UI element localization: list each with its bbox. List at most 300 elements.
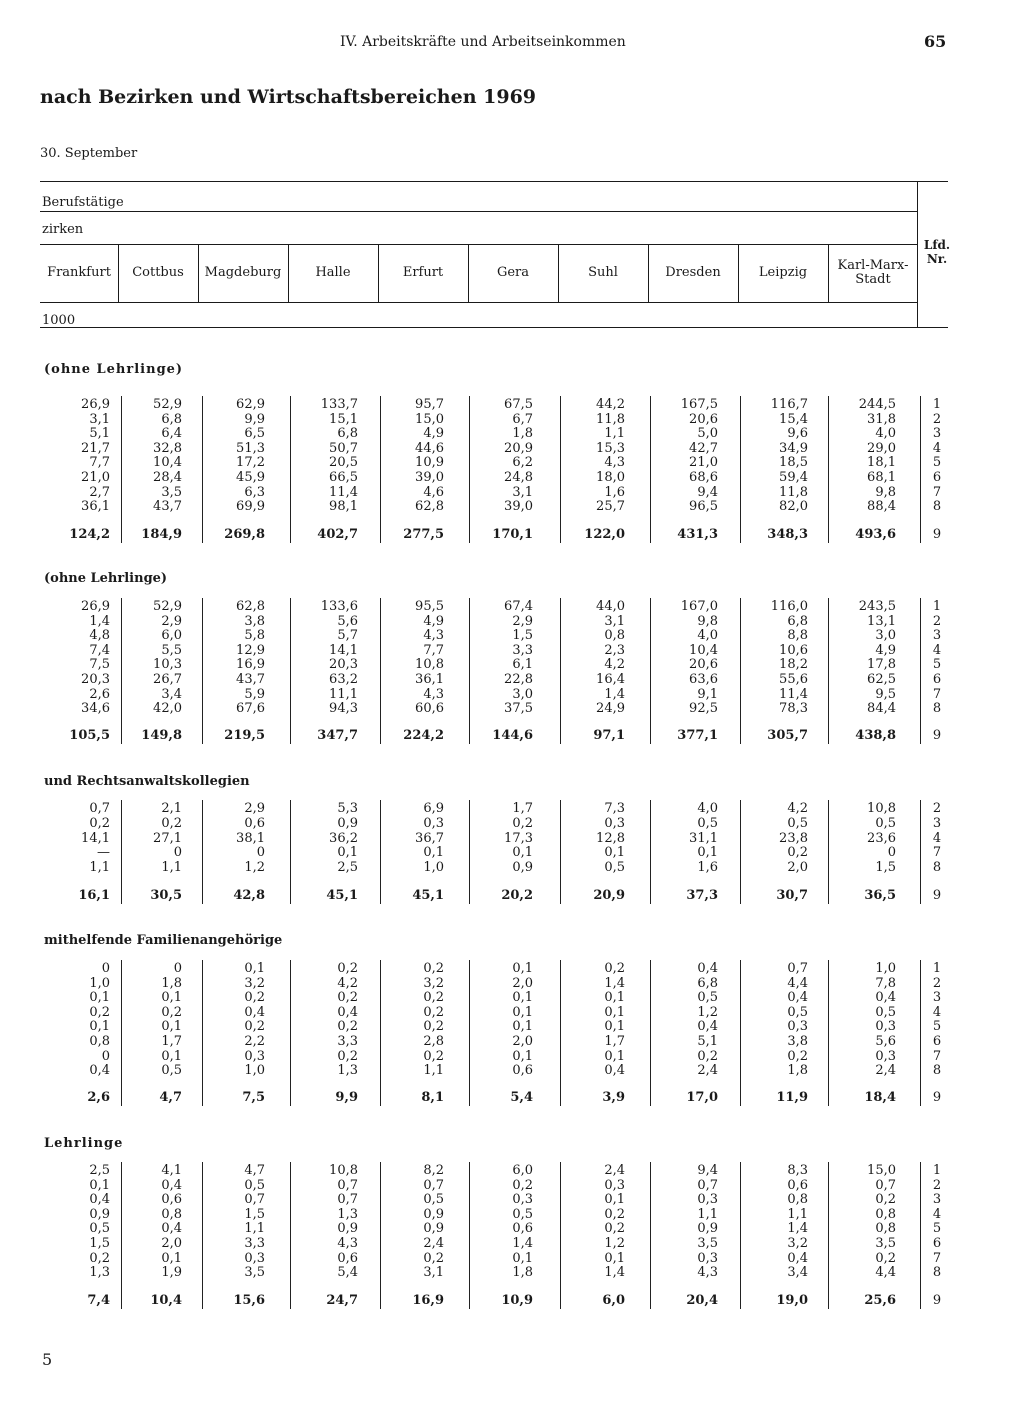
table-cell: 25,7 — [596, 499, 625, 515]
table-cell: 0,1 — [697, 845, 718, 861]
total-cell: 10,9 — [501, 1293, 533, 1308]
table-cell: 20,5 — [329, 455, 358, 471]
table-cell: 5,1 — [697, 1034, 718, 1049]
table-cell: 39,0 — [415, 470, 444, 485]
table-cell: 6,7 — [512, 411, 533, 427]
table-cell: 116,7 — [770, 397, 808, 412]
table-cell: 1,8 — [512, 426, 533, 442]
table-cell: 0,2 — [423, 1004, 444, 1020]
table-cell: 21,0 — [81, 470, 110, 485]
table-cell: 0,7 — [337, 1192, 358, 1208]
table-cell: 0,7 — [787, 961, 808, 976]
total-cell: 2,6 — [87, 1090, 110, 1105]
table-cell: 0,1 — [161, 1250, 182, 1266]
table-cell: 67,6 — [236, 701, 265, 717]
table-cell: 13,1 — [867, 613, 896, 629]
table-cell: 3,3 — [244, 1236, 265, 1251]
table-cell: 42,0 — [153, 701, 182, 717]
table-cell: 2,9 — [512, 613, 533, 629]
column-separator — [290, 800, 291, 904]
table-cell: 0,8 — [875, 1206, 896, 1222]
table-cell: — — [97, 845, 110, 861]
table-cell: 2,4 — [875, 1063, 896, 1079]
table-cell: 0 — [256, 845, 265, 861]
table-cell: 5,3 — [337, 801, 358, 816]
table-cell: 0,3 — [875, 1019, 896, 1035]
table-cell: 3,1 — [512, 484, 533, 500]
table-cell: 0,1 — [512, 845, 533, 861]
table-cell: 27,1 — [153, 830, 182, 846]
table-cell: 244,5 — [858, 397, 896, 412]
row-number: 3 — [932, 815, 942, 831]
table-cell: 9,5 — [875, 686, 896, 702]
table-cell: 0,1 — [604, 845, 625, 861]
table-cell: 4,4 — [875, 1265, 896, 1281]
table-cell: 2,6 — [89, 686, 110, 702]
table-cell: 21,7 — [81, 440, 110, 456]
table-cell: 17,8 — [867, 657, 896, 673]
total-cell: 377,1 — [677, 728, 718, 743]
table-cell: 1,5 — [89, 1236, 110, 1251]
table-cell: 17,2 — [236, 455, 265, 471]
table-cell: 7,8 — [875, 975, 896, 991]
table-cell: 6,0 — [161, 628, 182, 644]
column-separator — [290, 396, 291, 543]
table-cell: 0,1 — [512, 1048, 533, 1064]
table-cell: 2,4 — [423, 1236, 444, 1251]
header-rule-4 — [40, 302, 918, 303]
table-cell: 1,6 — [697, 860, 718, 876]
total-cell: 105,5 — [69, 728, 110, 743]
column-separator — [828, 598, 829, 744]
table-cell: 0,2 — [244, 990, 265, 1006]
table-cell: 0,4 — [875, 990, 896, 1006]
section-title: mithelfende Familienangehörige — [44, 933, 283, 948]
column-separator — [290, 598, 291, 744]
table-cell: 0,2 — [337, 990, 358, 1006]
table-cell: 0,4 — [161, 1177, 182, 1193]
table-cell: 1,1 — [161, 860, 182, 876]
column-header: Suhl — [588, 265, 618, 280]
table-cell: 3,1 — [423, 1265, 444, 1281]
table-cell: 1,2 — [697, 1004, 718, 1020]
table-cell: 0,1 — [89, 1177, 110, 1193]
total-cell: 184,9 — [141, 527, 182, 542]
table-cell: 4,0 — [875, 426, 896, 442]
table-cell: 1,1 — [89, 860, 110, 876]
table-cell: 11,8 — [596, 411, 625, 427]
row-number: 2 — [932, 613, 942, 629]
row-number: 1 — [932, 1163, 942, 1178]
table-cell: 4,9 — [423, 426, 444, 442]
table-cell: 20,9 — [504, 440, 533, 456]
total-cell: 16,9 — [412, 1293, 444, 1308]
table-cell: 10,4 — [689, 642, 718, 658]
table-cell: 0,5 — [244, 1177, 265, 1193]
table-cell: 9,8 — [875, 484, 896, 500]
table-cell: 0 — [887, 845, 896, 861]
table-cell: 3,5 — [161, 484, 182, 500]
total-cell: 224,2 — [403, 728, 444, 743]
table-cell: 3,2 — [244, 975, 265, 991]
total-cell: 20,2 — [501, 888, 533, 903]
table-cell: 0,6 — [787, 1177, 808, 1193]
table-cell: 37,5 — [504, 701, 533, 717]
table-cell: 24,9 — [596, 701, 625, 717]
table-cell: 11,4 — [329, 484, 358, 500]
column-separator — [828, 396, 829, 543]
table-cell: 167,0 — [680, 599, 718, 614]
table-cell: 36,2 — [329, 830, 358, 846]
table-cell: 69,9 — [236, 499, 265, 515]
table-cell: 45,9 — [236, 470, 265, 485]
row-number: 6 — [932, 672, 942, 687]
table-cell: 10,8 — [867, 801, 896, 816]
row-number: 8 — [932, 860, 942, 876]
row-number: 6 — [932, 1236, 942, 1251]
column-separator — [469, 1162, 470, 1309]
table-cell: 3,1 — [604, 613, 625, 629]
table-cell: 6,9 — [423, 801, 444, 816]
table-cell: 2,0 — [512, 975, 533, 991]
table-cell: 6,5 — [244, 426, 265, 442]
table-cell: 0,5 — [512, 1206, 533, 1222]
table-cell: 0,7 — [423, 1177, 444, 1193]
lfd-nr-header: Lfd. Nr. — [923, 238, 951, 266]
table-cell: 92,5 — [689, 701, 718, 717]
table-cell: 4,0 — [697, 628, 718, 644]
table-cell: 0,5 — [604, 860, 625, 876]
table-cell: 6,3 — [244, 484, 265, 500]
table-cell: 0 — [101, 961, 110, 976]
column-separator — [828, 800, 829, 904]
table-cell: 8,3 — [787, 1163, 808, 1178]
table-cell: 67,5 — [504, 397, 533, 412]
table-cell: 68,6 — [689, 470, 718, 485]
table-cell: 34,6 — [81, 701, 110, 717]
table-cell: 5,4 — [337, 1265, 358, 1281]
table-cell: 0,8 — [875, 1221, 896, 1237]
row-number: 5 — [932, 1221, 942, 1237]
table-cell: 1,8 — [512, 1265, 533, 1281]
column-separator — [920, 396, 921, 543]
table-cell: 3,4 — [787, 1265, 808, 1281]
table-cell: 0,1 — [89, 990, 110, 1006]
total-cell: 30,5 — [150, 888, 182, 903]
table-cell: 3,2 — [423, 975, 444, 991]
table-cell: 5,5 — [161, 642, 182, 658]
column-separator — [650, 960, 651, 1106]
table-cell: 2,1 — [161, 801, 182, 816]
column-separator — [202, 1162, 203, 1309]
table-cell: 1,4 — [512, 1236, 533, 1251]
table-cell: 0,3 — [875, 1048, 896, 1064]
table-cell: 6,8 — [697, 975, 718, 991]
table-cell: 1,4 — [604, 975, 625, 991]
table-cell: 59,4 — [779, 470, 808, 485]
table-cell: 1,0 — [244, 1063, 265, 1079]
table-cell: 10,8 — [415, 657, 444, 673]
table-cell: 5,0 — [697, 426, 718, 442]
table-cell: 12,8 — [596, 830, 625, 846]
total-cell: 348,3 — [767, 527, 808, 542]
table-cell: 2,5 — [337, 860, 358, 876]
table-cell: 5,1 — [89, 426, 110, 442]
table-cell: 31,1 — [689, 830, 718, 846]
table-cell: 5,9 — [244, 686, 265, 702]
table-cell: 0,1 — [161, 990, 182, 1006]
table-cell: 68,1 — [867, 470, 896, 485]
table-cell: 21,0 — [689, 455, 718, 471]
table-cell: 10,4 — [153, 455, 182, 471]
table-cell: 95,5 — [415, 599, 444, 614]
column-separator — [920, 960, 921, 1106]
total-cell: 10,4 — [150, 1293, 182, 1308]
table-cell: 0,9 — [423, 1206, 444, 1222]
table-cell: 18,1 — [867, 455, 896, 471]
table-cell: 0,7 — [89, 801, 110, 816]
table-cell: 9,4 — [697, 1163, 718, 1178]
row-number: 2 — [932, 801, 942, 816]
header-rule-2 — [40, 211, 918, 212]
table-cell: 6,1 — [512, 657, 533, 673]
total-cell: 97,1 — [593, 728, 625, 743]
table-cell: 9,6 — [787, 426, 808, 442]
table-cell: 1,3 — [89, 1265, 110, 1281]
table-cell: 1,4 — [89, 613, 110, 629]
column-separator — [740, 1162, 741, 1309]
table-cell: 0,2 — [89, 815, 110, 831]
table-cell: 0,2 — [423, 1250, 444, 1266]
table-cell: 7,7 — [89, 455, 110, 471]
table-cell: 6,4 — [161, 426, 182, 442]
row-number-total: 9 — [932, 527, 942, 542]
table-cell: 44,0 — [596, 599, 625, 614]
table-cell: 15,1 — [329, 411, 358, 427]
table-cell: 0,2 — [697, 1048, 718, 1064]
table-cell: 66,5 — [329, 470, 358, 485]
table-cell: 2,5 — [89, 1163, 110, 1178]
table-cell: 0,3 — [697, 1250, 718, 1266]
table-cell: 1,5 — [875, 860, 896, 876]
column-header: Gera — [496, 265, 530, 280]
table-cell: 18,5 — [779, 455, 808, 471]
total-cell: 347,7 — [317, 728, 358, 743]
row-number: 4 — [932, 1206, 942, 1222]
row-number: 8 — [932, 1265, 942, 1281]
table-cell: 78,3 — [779, 701, 808, 717]
section-title: (ohne Lehrlinge) — [44, 362, 184, 377]
total-cell: 3,9 — [602, 1090, 625, 1105]
table-cell: 6,8 — [337, 426, 358, 442]
table-cell: 9,9 — [244, 411, 265, 427]
table-cell: 0,3 — [787, 1019, 808, 1035]
column-separator — [828, 960, 829, 1106]
table-cell: 43,7 — [236, 672, 265, 687]
table-cell: 0,1 — [604, 1048, 625, 1064]
table-cell: 2,4 — [697, 1063, 718, 1079]
table-cell: 0,2 — [604, 1221, 625, 1237]
table-cell: 11,8 — [779, 484, 808, 500]
row-number: 3 — [932, 990, 942, 1006]
row-number: 3 — [932, 1192, 942, 1208]
total-cell: 36,5 — [864, 888, 896, 903]
total-cell: 20,4 — [686, 1293, 718, 1308]
table-cell: 20,6 — [689, 411, 718, 427]
table-cell: 1,4 — [604, 686, 625, 702]
table-cell: 26,9 — [81, 397, 110, 412]
row-number: 4 — [932, 440, 942, 456]
table-cell: 11,4 — [779, 686, 808, 702]
table-cell: 1,0 — [875, 961, 896, 976]
total-cell: 7,4 — [87, 1293, 110, 1308]
row-number: 5 — [932, 455, 942, 471]
column-separator — [202, 800, 203, 904]
table-cell: 2,0 — [787, 860, 808, 876]
column-separator — [380, 1162, 381, 1309]
table-cell: 4,0 — [697, 801, 718, 816]
row-number: 1 — [932, 961, 942, 976]
table-cell: 14,1 — [81, 830, 110, 846]
section-title: (ohne Lehrlinge) — [44, 571, 168, 586]
total-cell: 305,7 — [767, 728, 808, 743]
row-number: 8 — [932, 701, 942, 717]
table-cell: 8,8 — [787, 628, 808, 644]
total-cell: 45,1 — [412, 888, 444, 903]
column-separator — [380, 800, 381, 904]
row-number: 7 — [932, 686, 942, 702]
row-number: 8 — [932, 1063, 942, 1079]
total-cell: 170,1 — [492, 527, 533, 542]
table-cell: 0,2 — [423, 1048, 444, 1064]
table-cell: 0,4 — [244, 1004, 265, 1020]
column-header: Dresden — [665, 265, 721, 280]
table-cell: 3,1 — [89, 411, 110, 427]
column-separator — [380, 960, 381, 1106]
table-cell: 3,5 — [697, 1236, 718, 1251]
table-cell: 0,1 — [512, 1250, 533, 1266]
total-cell: 402,7 — [317, 527, 358, 542]
table-cell: 39,0 — [504, 499, 533, 515]
column-separator — [469, 598, 470, 744]
column-separator — [650, 800, 651, 904]
table-cell: 16,9 — [236, 657, 265, 673]
table-cell: 4,3 — [337, 1236, 358, 1251]
table-cell: 98,1 — [329, 499, 358, 515]
table-cell: 1,2 — [244, 860, 265, 876]
table-cell: 1,1 — [604, 426, 625, 442]
column-separator — [650, 1162, 651, 1309]
table-cell: 24,8 — [504, 470, 533, 485]
table-cell: 0,9 — [337, 1221, 358, 1237]
row-number-total: 9 — [932, 1090, 942, 1105]
total-cell: 438,8 — [855, 728, 896, 743]
table-cell: 0 — [173, 845, 182, 861]
table-cell: 15,3 — [596, 440, 625, 456]
table-cell: 0,2 — [423, 990, 444, 1006]
table-cell: 9,8 — [697, 613, 718, 629]
table-cell: 62,8 — [236, 599, 265, 614]
table-cell: 0,2 — [512, 1177, 533, 1193]
table-cell: 2,0 — [161, 1236, 182, 1251]
table-cell: 36,7 — [415, 830, 444, 846]
table-cell: 10,6 — [779, 642, 808, 658]
table-cell: 4,9 — [875, 642, 896, 658]
column-separator — [202, 396, 203, 543]
table-cell: 0,9 — [423, 1221, 444, 1237]
row-number: 2 — [932, 975, 942, 991]
column-separator — [920, 800, 921, 904]
section-title: und Rechtsanwaltskollegien — [44, 774, 250, 789]
column-header: Frankfurt — [47, 265, 111, 280]
table-cell: 2,4 — [604, 1163, 625, 1178]
table-cell: 23,8 — [779, 830, 808, 846]
table-cell: 9,1 — [697, 686, 718, 702]
table-cell: 0,9 — [89, 1206, 110, 1222]
total-cell: 11,9 — [776, 1090, 808, 1105]
table-cell: 4,4 — [787, 975, 808, 991]
table-cell: 20,6 — [689, 657, 718, 673]
table-cell: 0,7 — [697, 1177, 718, 1193]
table-cell: 0,6 — [337, 1250, 358, 1266]
table-cell: 0,9 — [337, 815, 358, 831]
table-cell: 1,8 — [161, 975, 182, 991]
table-cell: 26,9 — [81, 599, 110, 614]
column-header: Leipzig — [758, 265, 808, 280]
row-number: 2 — [932, 411, 942, 427]
table-cell: 0,2 — [512, 815, 533, 831]
table-cell: 10,3 — [153, 657, 182, 673]
table-cell: 0,1 — [512, 961, 533, 976]
table-cell: 67,4 — [504, 599, 533, 614]
table-cell: 18,2 — [779, 657, 808, 673]
row-number-total: 9 — [932, 728, 942, 743]
section-title: Lehrlinge — [44, 1136, 124, 1151]
table-cell: 0,4 — [697, 961, 718, 976]
total-cell: 16,1 — [78, 888, 110, 903]
row-number: 7 — [932, 1048, 942, 1064]
page-marker: 5 — [42, 1350, 53, 1369]
table-cell: 5,6 — [875, 1034, 896, 1049]
table-cell: 5,6 — [337, 613, 358, 629]
table-cell: 3,5 — [244, 1265, 265, 1281]
table-cell: 16,4 — [596, 672, 625, 687]
table-cell: 1,7 — [161, 1034, 182, 1049]
table-cell: 0,1 — [604, 1004, 625, 1020]
table-cell: 3,8 — [244, 613, 265, 629]
row-number: 3 — [932, 628, 942, 644]
column-separator — [740, 960, 741, 1106]
table-cell: 0,7 — [875, 1177, 896, 1193]
total-cell: 9,9 — [335, 1090, 358, 1105]
total-cell: 219,5 — [224, 728, 265, 743]
table-cell: 0,2 — [423, 961, 444, 976]
table-cell: 0,2 — [604, 1206, 625, 1222]
total-cell: 8,1 — [421, 1090, 444, 1105]
page-title: nach Bezirken und Wirtschaftsbereichen 1969 — [40, 86, 537, 108]
column-separator — [920, 1162, 921, 1309]
table-cell: 0,4 — [697, 1019, 718, 1035]
table-cell: 1,0 — [89, 975, 110, 991]
row-number-total: 9 — [932, 888, 942, 903]
page-number: 65 — [924, 32, 947, 51]
column-separator — [560, 800, 561, 904]
table-cell: 0,7 — [337, 1177, 358, 1193]
column-separator — [469, 800, 470, 904]
table-cell: 0,8 — [604, 628, 625, 644]
table-cell: 0,9 — [697, 1221, 718, 1237]
column-separator — [650, 598, 651, 744]
